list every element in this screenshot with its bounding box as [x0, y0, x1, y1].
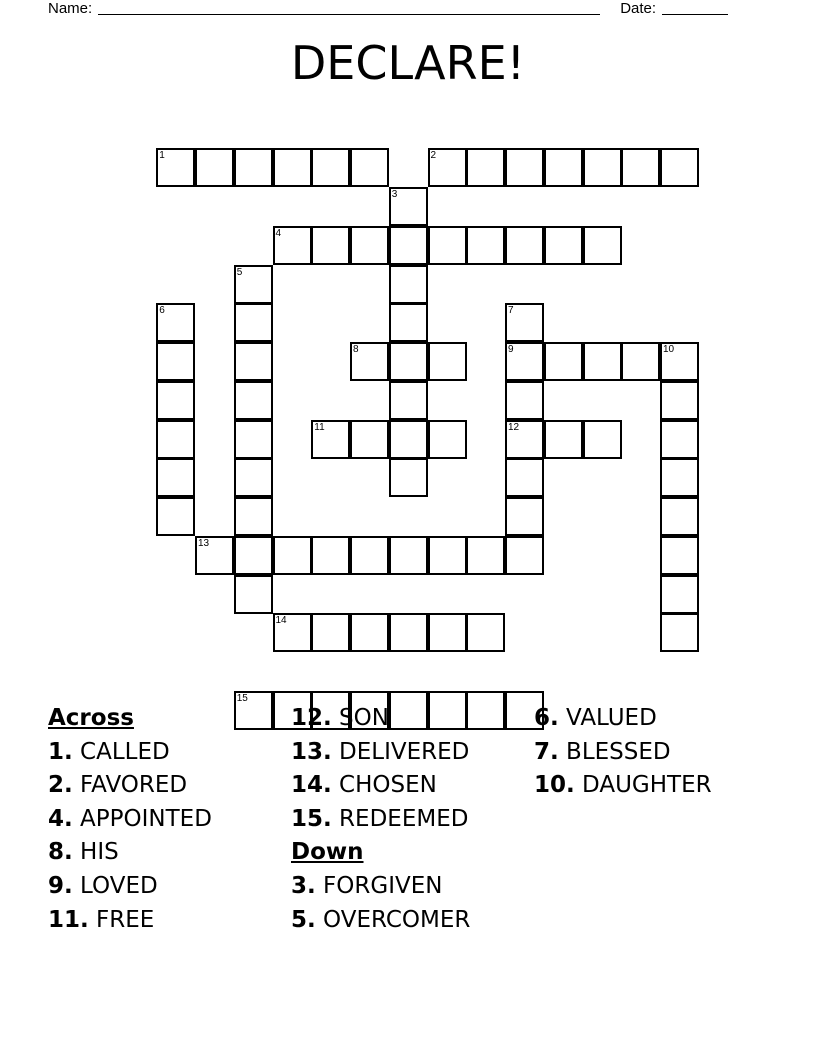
grid-cell[interactable] — [583, 226, 622, 265]
clue-item — [534, 736, 712, 770]
clue-number: 9. — [48, 872, 73, 899]
grid-cell[interactable] — [156, 497, 195, 536]
clue-text: BLESSED — [558, 738, 671, 765]
clue-number: 10. — [534, 772, 575, 799]
clue-text: DELIVERED — [331, 738, 470, 765]
grid-cell[interactable] — [234, 381, 273, 420]
grid-cell[interactable] — [234, 497, 273, 536]
grid-cell[interactable] — [544, 226, 583, 265]
grid-cell[interactable] — [505, 148, 544, 187]
clue-number-label: 8 — [353, 344, 359, 355]
clue-number: 6. — [534, 705, 559, 731]
clue-item — [534, 769, 712, 803]
grid-cell[interactable] — [660, 497, 699, 536]
grid-cell[interactable] — [505, 381, 544, 420]
section-heading: Across — [48, 705, 134, 731]
grid-cell[interactable] — [583, 420, 622, 459]
clue-text: FORGIVEN — [315, 872, 443, 899]
grid-cell[interactable] — [389, 381, 428, 420]
clue-text: REDEEMED — [331, 805, 469, 832]
clue-number: 8. — [48, 839, 73, 866]
clue-item — [291, 870, 470, 904]
grid-cell[interactable] — [428, 342, 467, 381]
clue-number: 12. — [291, 705, 332, 731]
clue-number-label: 1 — [159, 150, 165, 162]
clue-item — [534, 702, 712, 736]
grid-cell[interactable] — [428, 536, 467, 575]
clue-number: 4. — [48, 805, 73, 832]
clue-number-label: 7 — [508, 305, 514, 317]
clue-text: VALUED — [558, 705, 657, 731]
clue-text: OVERCOMER — [315, 906, 471, 933]
grid-cell[interactable] — [389, 420, 428, 459]
grid-cell[interactable] — [544, 148, 583, 187]
grid-cell[interactable] — [660, 536, 699, 575]
clue-number-label: 5 — [236, 266, 243, 278]
clue-number-label: 2 — [430, 150, 437, 162]
clue-item — [48, 836, 212, 870]
clue-text: DAUGHTER — [574, 772, 712, 799]
name-label: Name: — [48, 0, 93, 17]
grid-cell[interactable] — [544, 342, 583, 381]
grid-cell[interactable] — [389, 613, 428, 652]
grid-cell[interactable] — [350, 536, 389, 575]
grid-cell[interactable] — [350, 148, 389, 187]
grid-cell[interactable] — [505, 536, 544, 575]
grid-cell[interactable] — [311, 613, 350, 652]
grid-cell[interactable] — [660, 381, 699, 420]
clue-text: FAVORED — [72, 772, 188, 799]
grid-cell[interactable] — [389, 536, 428, 575]
grid-cell[interactable] — [234, 536, 273, 575]
grid-cell[interactable] — [350, 613, 389, 652]
grid-cell[interactable] — [428, 226, 467, 265]
clue-number-label: 4 — [275, 227, 282, 239]
clue-item — [291, 736, 470, 770]
clue-number: 5. — [291, 906, 316, 933]
grid-cell[interactable] — [466, 536, 505, 575]
clues-column-3 — [534, 702, 712, 803]
grid-cell[interactable] — [583, 148, 622, 187]
grid-cell[interactable] — [156, 458, 195, 497]
grid-cell[interactable] — [311, 148, 350, 187]
grid-cell[interactable] — [311, 226, 350, 265]
clue-number-label: 10 — [663, 344, 675, 355]
grid-cell[interactable] — [273, 148, 312, 187]
clue-item — [48, 904, 212, 938]
clues-column-2 — [291, 702, 470, 937]
grid-cell[interactable] — [234, 420, 273, 459]
grid-cell[interactable] — [428, 613, 467, 652]
grid-cell[interactable] — [156, 381, 195, 420]
grid-cell[interactable] — [195, 148, 234, 187]
clue-item — [291, 803, 470, 837]
grid-cell[interactable] — [621, 148, 660, 187]
grid-cell[interactable] — [234, 303, 273, 342]
puzzle-title: DECLARE! — [290, 36, 526, 90]
date-label: Date: — [620, 0, 657, 17]
clue-number-label: 14 — [275, 615, 287, 627]
grid-cell[interactable] — [234, 575, 273, 614]
clue-text: APPOINTED — [72, 805, 212, 832]
grid-cell[interactable] — [156, 342, 195, 381]
grid-cell[interactable] — [156, 420, 195, 459]
grid-cell[interactable] — [234, 148, 273, 187]
clue-item — [48, 870, 212, 904]
clue-number: 3. — [291, 872, 316, 899]
clues-column-1 — [48, 702, 212, 937]
clue-item — [48, 736, 212, 770]
grid-cell[interactable] — [583, 342, 622, 381]
clue-number: 7. — [534, 738, 559, 765]
grid-cell[interactable] — [505, 458, 544, 497]
clue-number: 2. — [48, 772, 73, 799]
clue-number-label: 11 — [314, 421, 325, 433]
grid-cell[interactable] — [389, 226, 428, 265]
clue-number-label: 15 — [236, 692, 248, 704]
grid-cell[interactable] — [466, 226, 505, 265]
clue-item — [291, 904, 470, 938]
clue-number-label: 3 — [391, 189, 398, 200]
clue-number-label: 9 — [508, 344, 514, 355]
grid-cell[interactable] — [466, 691, 505, 730]
clue-text: HIS — [72, 839, 119, 866]
grid-cell[interactable] — [234, 342, 273, 381]
grid-cell[interactable] — [389, 265, 428, 304]
grid-cell[interactable] — [234, 458, 273, 497]
clue-number-label: 12 — [508, 421, 520, 433]
clue-number: 15. — [291, 805, 332, 832]
grid-cell[interactable] — [273, 536, 312, 575]
clue-text: CHOSEN — [331, 772, 437, 799]
clue-item — [291, 769, 470, 803]
clue-text: SON — [331, 705, 389, 731]
clue-number: 11. — [48, 906, 89, 933]
clue-item — [48, 769, 212, 803]
grid-cell[interactable] — [621, 342, 660, 381]
clue-number: 13. — [291, 738, 332, 765]
clue-item — [291, 702, 470, 736]
grid-cell[interactable] — [660, 420, 699, 459]
grid-cell[interactable] — [389, 458, 428, 497]
grid-cell[interactable] — [389, 342, 428, 381]
clue-text: FREE — [88, 906, 155, 933]
section-heading: Down — [291, 839, 364, 866]
clue-number: 14. — [291, 772, 332, 799]
clue-number: 1. — [48, 738, 73, 765]
grid-cell[interactable] — [428, 420, 467, 459]
grid-cell[interactable] — [660, 575, 699, 614]
grid-cell[interactable] — [350, 420, 389, 459]
clue-text: LOVED — [72, 872, 158, 899]
clue-number-label: 13 — [198, 537, 210, 549]
clue-item — [48, 803, 212, 837]
grid-cell[interactable] — [350, 226, 389, 265]
grid-cell[interactable] — [466, 148, 505, 187]
clue-text: CALLED — [72, 738, 170, 765]
grid-cell[interactable] — [660, 148, 699, 187]
grid-cell[interactable] — [660, 458, 699, 497]
grid-cell[interactable] — [505, 226, 544, 265]
grid-cell[interactable] — [389, 303, 428, 342]
grid-cell[interactable] — [505, 497, 544, 536]
grid-cell[interactable] — [544, 420, 583, 459]
clue-number-label: 6 — [159, 305, 165, 317]
grid-cell[interactable] — [466, 613, 505, 652]
grid-cell[interactable] — [660, 613, 699, 652]
grid-cell[interactable] — [311, 536, 350, 575]
